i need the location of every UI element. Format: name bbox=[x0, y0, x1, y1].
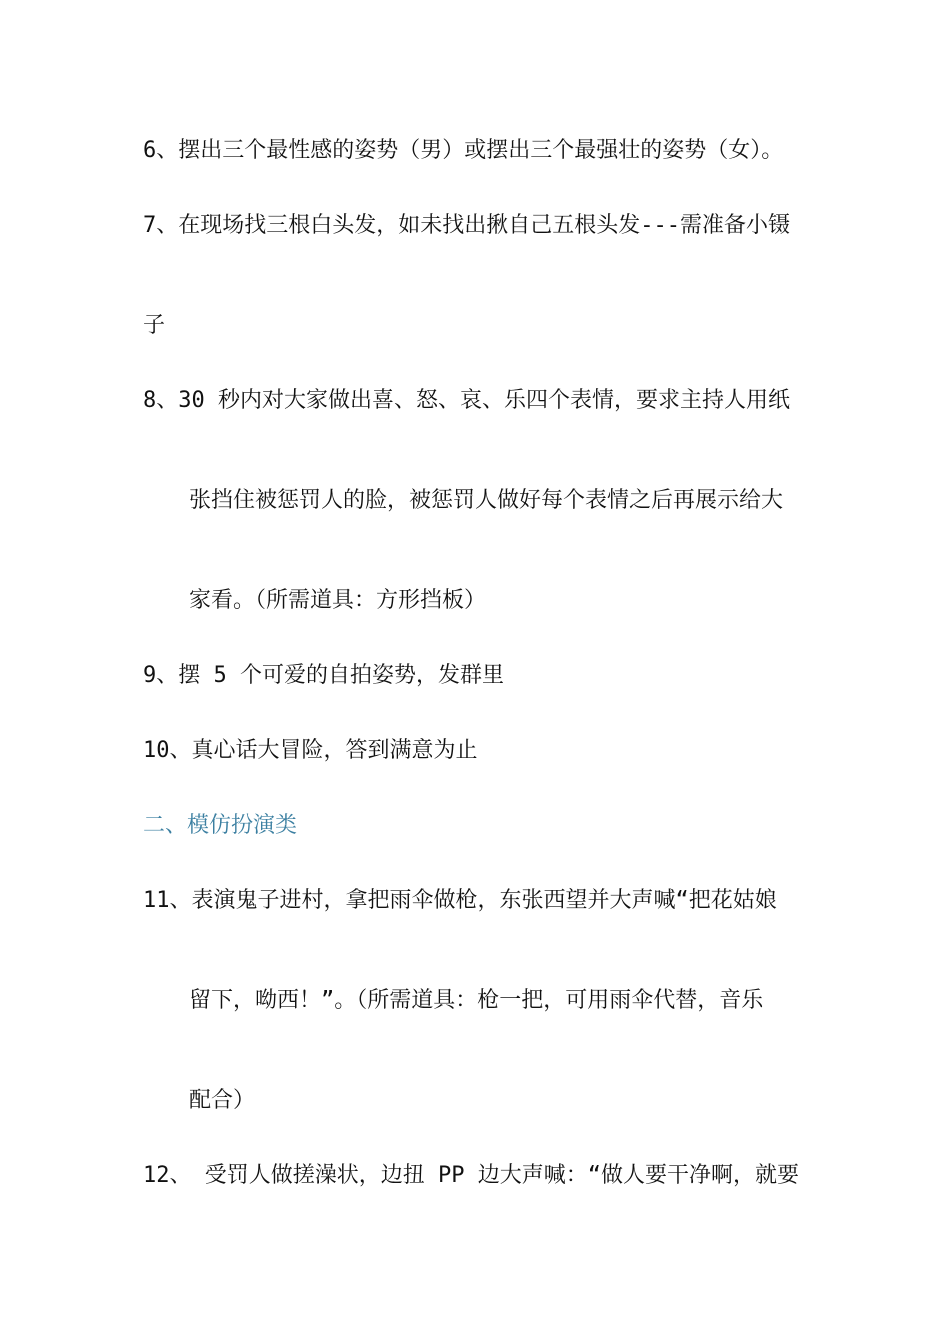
item-7-line-2: 子 bbox=[143, 313, 166, 338]
item-12-line-1: 12、 受罚人做搓澡状，边扭 PP 边大声喊：“做人要干净啊，就要 bbox=[143, 1163, 799, 1188]
section-heading-imitation: 二、模仿扮演类 bbox=[143, 813, 298, 838]
item-11-line-1: 11、表演鬼子进村，拿把雨伞做枪，东张西望并大声喊“把花姑娘 bbox=[143, 888, 777, 913]
item-8-line-3: 家看。（所需道具：方形挡板） bbox=[189, 588, 487, 613]
item-6-line-1: 6、摆出三个最性感的姿势（男）或摆出三个最强壮的姿势（女）。 bbox=[143, 138, 784, 163]
item-7-line-1: 7、在现场找三根白头发，如未找出揪自己五根头发---需准备小镊 bbox=[143, 213, 790, 238]
item-8-line-1: 8、30 秒内对大家做出喜、怒、哀、乐四个表情，要求主持人用纸 bbox=[143, 388, 790, 413]
item-11-line-2: 留下，呦西！”。（所需道具：枪一把，可用雨伞代替，音乐 bbox=[189, 988, 764, 1013]
item-8-line-2: 张挡住被惩罚人的脸，被惩罚人做好每个表情之后再展示给大 bbox=[189, 488, 784, 513]
item-11-line-3: 配合） bbox=[189, 1088, 256, 1113]
item-9-line-1: 9、摆 5 个可爱的自拍姿势，发群里 bbox=[143, 663, 504, 688]
item-10-line-1: 10、真心话大冒险，答到满意为止 bbox=[143, 738, 478, 763]
